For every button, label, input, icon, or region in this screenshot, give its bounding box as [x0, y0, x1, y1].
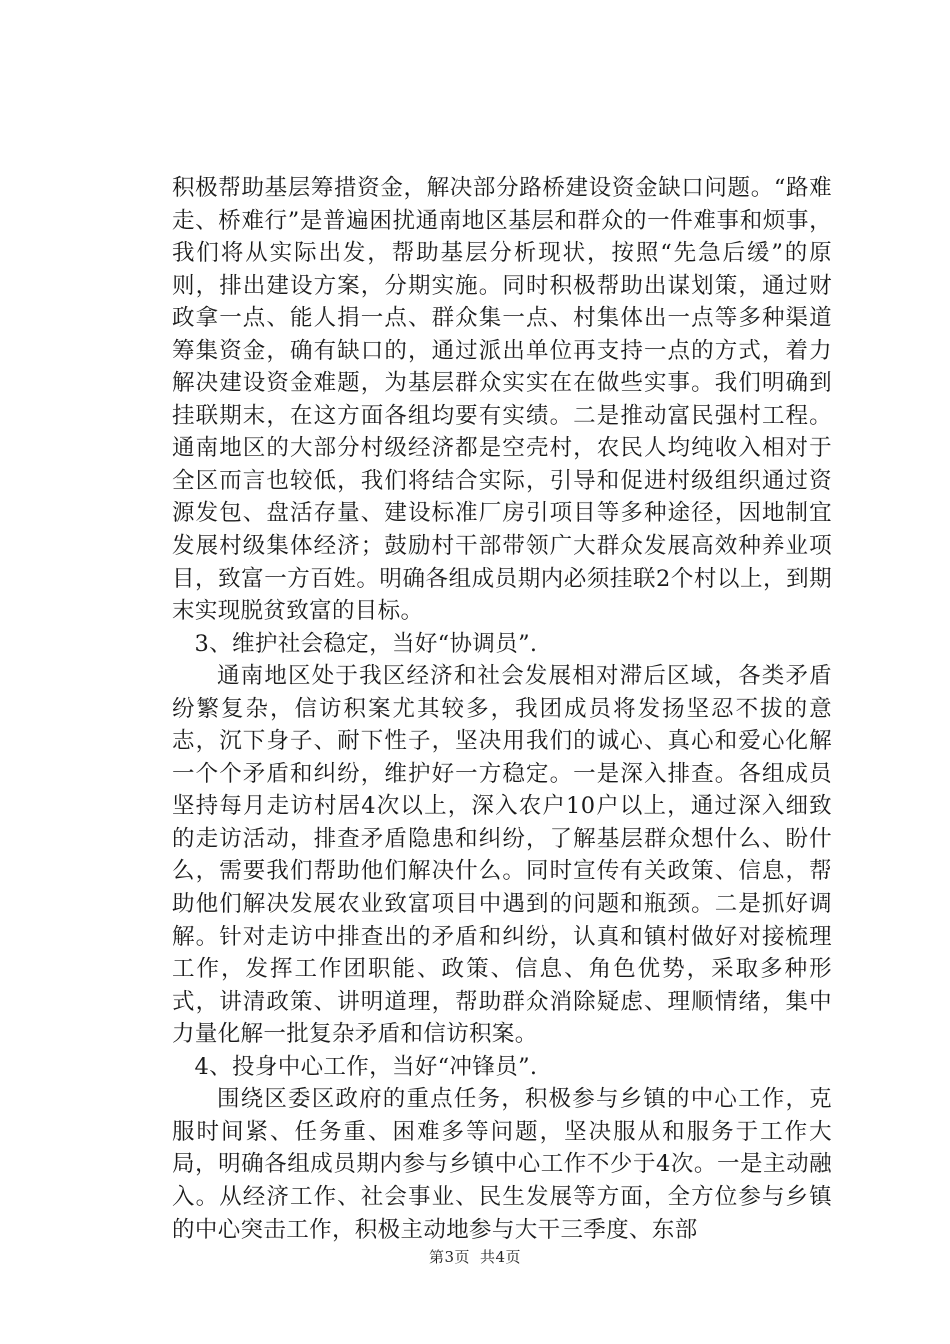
paragraph-central-work: 围绕区委区政府的重点任务，积极参与乡镇的中心工作，克服时间紧、任务重、困难多等问题，坚决服从和服务于工作大局，明确各组成员期内参与乡镇中心工作不少于4次。一是主动融入。从经济工作、社会事业、民生发展等方面，全方位参与乡镇的中心突击工作，积极主动地参与大干三季度、东部: [172, 1086, 832, 1243]
page-total: 共4页: [480, 1248, 522, 1266]
section-heading-coordinator: 3、维护社会稳定，当好“协调员”.: [194, 630, 538, 657]
page-number: 第3页: [428, 1248, 470, 1266]
page-footer: [0, 1246, 950, 1267]
document-body: [172, 172, 832, 1246]
section-heading-vanguard: 4、投身中心工作，当好“冲锋员”.: [194, 1053, 538, 1080]
paragraph-road-bridge-funding: 积极帮助基层筹措资金，解决部分路桥建设资金缺口问题。“路难走、桥难行”是普遍困扰通南地区基层和群众的一件难事和烦事，我们将从实际出发，帮助基层分析现状，按照“先急后缓”的原则，排出建设方案，分期实施。同时积极帮助出谋划策，通过财政拿一点、能人捐一点、群众集一点、村集体出一点等多种渠道筹集资金，确有缺口的，通过派出单位再支持一点的方式，着力解决建设资金难题，为基层群众实实在在做些实事。我们明确到挂联期末，在这方面各组均要有实绩。二是推动富民强村工程。通南地区的大部分村级经济都是空壳村，农民人均纯收入相对于全区而言也较低，我们将结合实际，引导和促进村级组织通过资源发包、盘活存量、建设标准厂房引项目等多种途径，因地制宜发展村级集体经济；鼓励村干部带领广大群众发展高效种养业项目，致富一方百姓。明确各组成员期内必须挂联2个村以上，到期末实现脱贫致富的目标。: [172, 175, 832, 625]
paragraph-social-stability: 通南地区处于我区经济和社会发展相对滞后区域，各类矛盾纷繁复杂，信访积案尤其较多，我团成员将发扬坚忍不拔的意志，沉下身子、耐下性子，坚决用我们的诚心、真心和爱心化解一个个矛盾和纠纷，维护好一方稳定。一是深入排查。各组成员坚持每月走访村居4次以上，深入农户10户以上，通过深入细致的走访活动，排查矛盾隐患和纠纷，了解基层群众想什么、盼什么，需要我们帮助他们解决什么。同时宣传有关政策、信息，帮助他们解决发展农业致富项目中遇到的问题和瓶颈。二是抓好调解。针对走访中排查出的矛盾和纠纷，认真和镇村做好对接梳理工作，发挥工作团职能、政策、信息、角色优势，采取多种形式，讲清政策、讲明道理，帮助群众消除疑虑、理顺情绪，集中力量化解一批复杂矛盾和信访积案。: [172, 663, 832, 1048]
